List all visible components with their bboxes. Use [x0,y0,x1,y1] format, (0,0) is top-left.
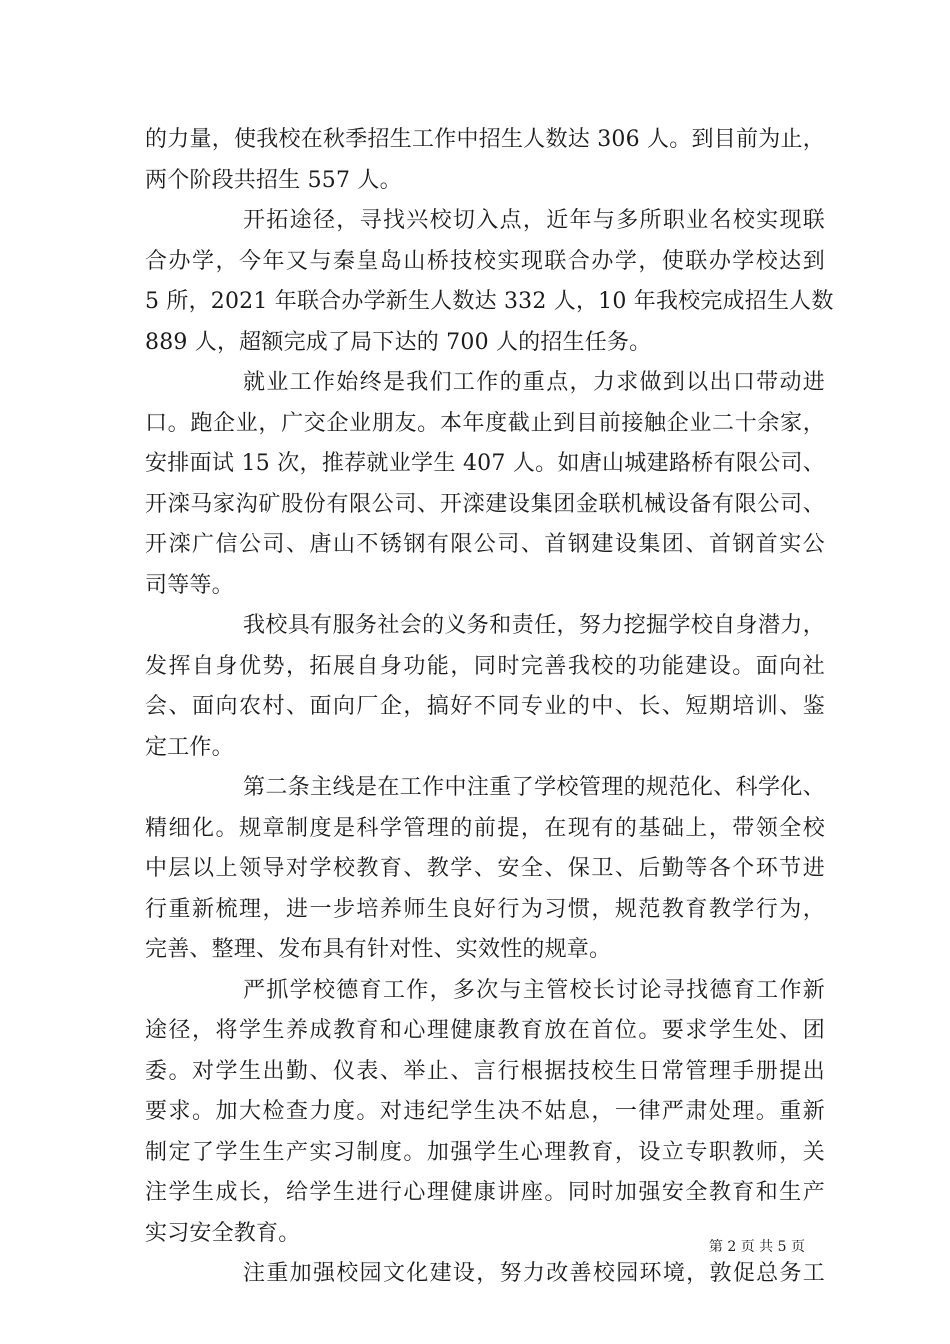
text-line: 5 所，2021 年联合办学新生人数达 332 人，10 年我校完成招生人数 [145,289,834,314]
text-line: 安排面试 15 次，推荐就业学生 407 人。如唐山城建路桥有限公司、 [145,451,825,476]
text-line: 制定了学生生产实习制度。加强学生心理教育，设立专职教师，关 [145,1139,825,1165]
text-line: 严抓学校德育工作，多次与主管校长讨论寻找德育工作新 [243,977,825,1003]
text-line: 司等等。 [145,572,234,598]
text-line: 第二条主线是在工作中注重了学校管理的规范化、科学化、 [243,775,825,800]
text-line: 开滦马家沟矿股份有限公司、开滦建设集团金联机械设备有限公司、 [145,491,825,517]
paragraph [145,971,825,1255]
text-line: 口。跑企业，广交企业朋友。本年度截止到目前接触企业二十余家， [145,410,825,436]
text-line: 途径，将学生养成教育和心理健康教育放在首位。要求学生处、团 [145,1018,825,1043]
text-line: 会、面向农村、面向厂企，搞好不同专业的中、长、短期培训、鉴 [145,694,825,719]
paragraph [145,606,825,768]
text-line: 889 人，超额完成了局下达的 700 人的招生任务。 [145,329,652,355]
text-line: 注学生成长，给学生进行心理健康讲座。同时加强安全教育和生产 [145,1180,825,1205]
text-line: 实习安全教育。 [145,1220,301,1246]
paragraph [145,363,825,606]
text-line: 就业工作始终是我们工作的重点，力求做到以出口带动进 [243,370,825,395]
document-body [145,120,834,1295]
text-line: 的力量，使我校在秋季招生工作中招生人数达 306 人。到目前为止， [145,127,825,152]
text-line: 中层以上领导对学校教育、教学、安全、保卫、后勤等各个环节进 [145,856,825,881]
paragraph [145,201,834,363]
page-number: 第 2 页 共 5 页 [708,1239,805,1255]
text-line: 委。对学生出勤、仪表、举止、言行根据技校生日常管理手册提出 [145,1058,825,1084]
paragraph [145,768,825,971]
text-line: 合办学，今年又与秦皇岛山桥技校实现联合办学，使联办学校达到 [145,248,825,274]
text-line: 要求。加大检查力度。对违纪学生决不姑息，一律严肃处理。重新 [145,1099,825,1124]
text-line: 行重新梳理，进一步培养师生良好行为习惯，规范教育教学行为， [145,896,825,922]
text-line: 定工作。 [145,734,234,760]
paragraph [145,1254,825,1295]
text-line: 精细化。规章制度是科学管理的前提，在现有的基础上，带领全校 [145,815,825,841]
text-line: 开拓途径，寻找兴校切入点，近年与多所职业名校实现联 [243,208,825,233]
paragraph [145,120,825,201]
text-line: 完善、整理、发布具有针对性、实效性的规章。 [145,937,612,962]
text-line: 两个阶段共招生 557 人。 [145,167,402,193]
text-line: 注重加强校园文化建设，努力改善校园环境，敦促总务工 [243,1261,825,1286]
text-line: 开滦广信公司、唐山不锈钢有限公司、首钢建设集团、首钢首实公 [145,532,825,557]
text-line: 发挥自身优势，拓展自身功能，同时完善我校的功能建设。面向社 [145,653,825,679]
text-line: 我校具有服务社会的义务和责任，努力挖掘学校自身潜力， [243,613,825,638]
